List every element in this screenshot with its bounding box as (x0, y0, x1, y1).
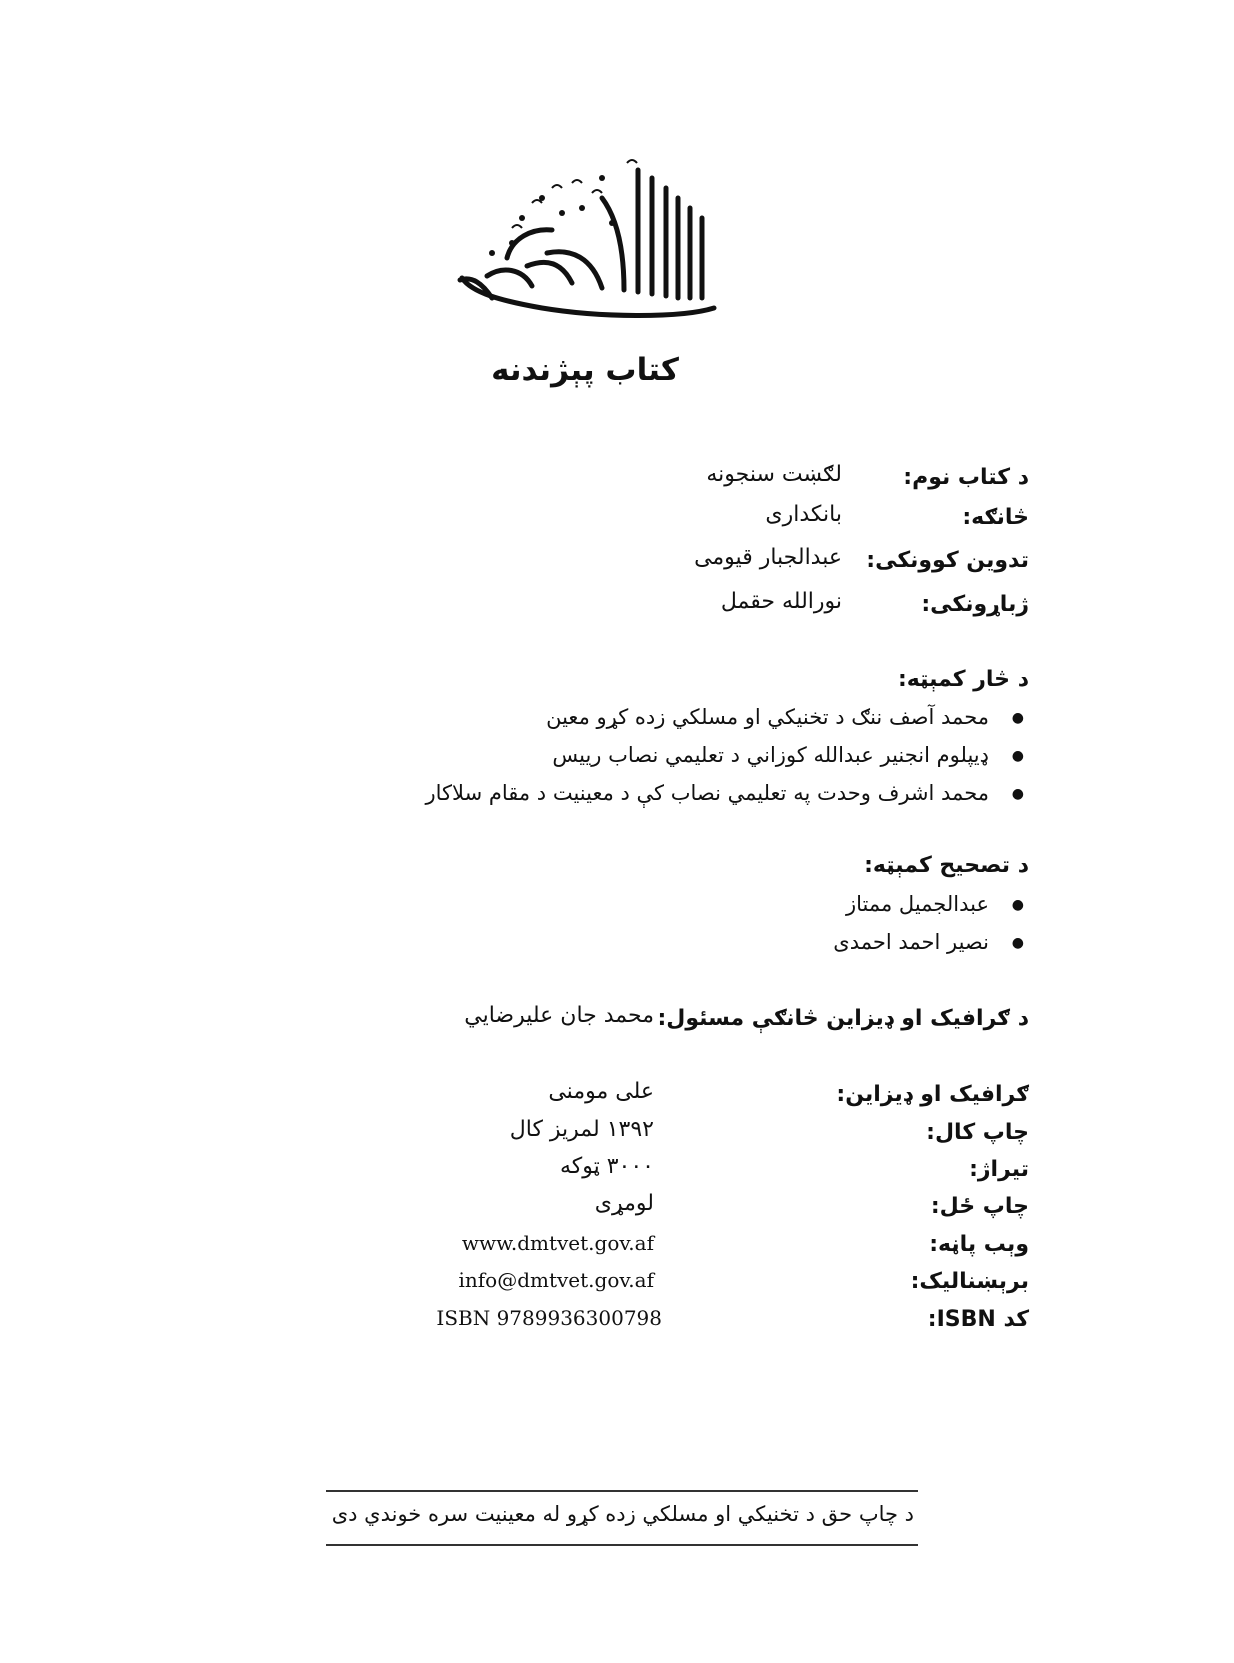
correction-member: نصیر احمد احمدی (833, 930, 989, 954)
list-item (289, 781, 1024, 805)
year-label: چاپ کال: (926, 1120, 1029, 1145)
isbn-value: ISBN 9789936300798 (436, 1306, 662, 1330)
supervision-member: محمد آصف ننګ د تخنیکي او مسلکي زده کړو معین (546, 705, 989, 729)
email-label: برېښنالیک: (910, 1269, 1029, 1294)
list-item (489, 892, 1024, 916)
bullet-icon: ● (1011, 710, 1024, 726)
edition-value: لومړی (594, 1191, 654, 1216)
bottom-divider (326, 1544, 918, 1546)
website-label: وېب پاڼه: (929, 1232, 1029, 1257)
field-label: څانګه: (962, 505, 1029, 530)
correction-heading: د تصحیح کمېټه: (864, 853, 1029, 878)
list-item (489, 930, 1024, 954)
page-title: کتاب پېژندنه (491, 352, 679, 388)
bullet-icon: ● (1011, 935, 1024, 951)
print-run-value: ۳۰۰۰ ټوکه (559, 1154, 654, 1179)
book-name-label: د کتاب نوم: (903, 465, 1029, 490)
top-divider (326, 1490, 918, 1492)
copyright-note: د چاپ حق د تخنیکي او مسلکي زده کړو له معینیت سره خوندي دی (331, 1502, 914, 1526)
graphics-head-label: د ګرافیک او ډیزاین څانګې مسئول: (657, 1006, 1029, 1031)
supervision-member: محمد اشرف وحدت په تعلیمي نصاب کې د معینیت د مقام سلاکار (425, 781, 989, 805)
bullet-icon: ● (1011, 786, 1024, 802)
translator-label: ژباړونکی: (921, 592, 1029, 617)
compiler-label: تدوین کوونکی: (866, 548, 1029, 573)
design-value: علی مومنی (548, 1079, 654, 1104)
basmala-calligraphy (452, 158, 722, 318)
design-label: ګرافیک او ډیزاین: (836, 1082, 1029, 1107)
website-value[interactable]: www.dmtvet.gov.af (461, 1231, 654, 1255)
edition-label: چاپ ځل: (930, 1194, 1029, 1219)
compiler-value: عبدالجبار قیومی (694, 545, 842, 570)
bullet-icon: ● (1011, 748, 1024, 764)
supervision-heading: د څار کمېټه: (897, 667, 1029, 692)
isbn-label: کد ISBN: (927, 1307, 1029, 1332)
graphics-head-value: محمد جان علیرضایي (464, 1003, 654, 1028)
email-value[interactable]: info@dmtvet.gov.af (458, 1268, 654, 1292)
bullet-icon: ● (1011, 897, 1024, 913)
list-item (289, 743, 1024, 767)
book-name-value: لګښت سنجونه (706, 462, 842, 487)
year-value: ۱۳۹۲ لمریز کال (509, 1117, 654, 1142)
correction-member: عبدالجمیل ممتاز (845, 892, 989, 916)
translator-value: نورالله حقمل (720, 589, 842, 614)
list-item (289, 705, 1024, 729)
field-value: بانکداری (765, 502, 842, 527)
supervision-member: ډیپلوم انجنیر عبدالله کوزاني د تعلیمي نصاب رییس (552, 743, 989, 767)
print-run-label: تیراژ: (969, 1157, 1029, 1182)
